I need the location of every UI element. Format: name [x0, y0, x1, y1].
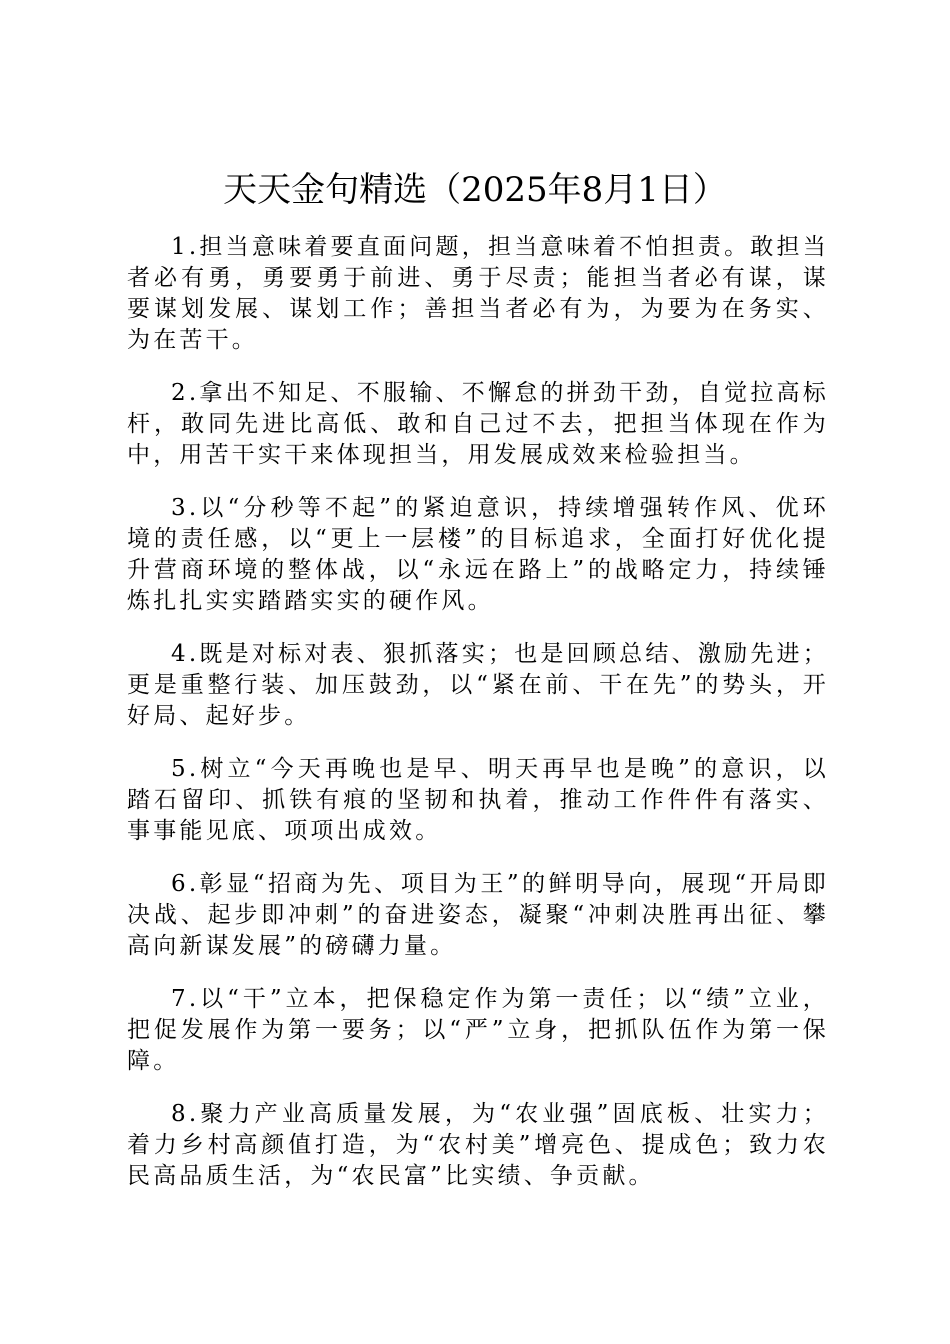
document-title: 天天金句精选（2025年8月1日） — [223, 170, 727, 210]
paragraph-6: 6.彰显“招商为先、项目为王”的鲜明导向，展现“开局即决战、起步即冲刺”的奋进姿态，凝聚“冲刺决胜再出征、攀高向新谋发展”的磅礴力量。 — [127, 871, 829, 959]
paragraph-7: 7.以“干”立本，把保稳定作为第一责任；以“绩”立业，把促发展作为第一要务；以“严”立身，把抓队伍作为第一保障。 — [127, 986, 829, 1074]
paragraph-8: 8.聚力产业高质量发展，为“农业强”固底板、壮实力；着力乡村高颜值打造，为“农村美”增亮色、提成色；致力农民高品质生活，为“农民富”比实绩、争贡献。 — [127, 1101, 829, 1189]
paragraph-3: 3.以“分秒等不起”的紧迫意识，持续增强转作风、优环境的责任感，以“更上一层楼”的目标追求，全面打好优化提升营商环境的整体战，以“永远在路上”的战略定力，持续锤炼扎扎实实踏踏实实的硬作风。 — [127, 495, 829, 614]
paragraph-1: 1.担当意味着要直面问题，担当意味着不怕担责。敢担当者必有勇，勇要勇于前进、勇于尽责；能担当者必有谋，谋要谋划发展、谋划工作；善担当者必有为，为要为在务实、为在苦干。 — [127, 234, 829, 353]
paragraph-5: 5.树立“今天再晚也是早、明天再早也是晚”的意识，以踏石留印、抓铁有痕的坚韧和执着，推动工作件件有落实、事事能见底、项项出成效。 — [127, 756, 829, 844]
paragraph-2: 2.拿出不知足、不服输、不懈怠的拼劲干劲，自觉拉高标杆，敢同先进比高低、敢和自己过不去，把担当体现在作为中，用苦干实干来体现担当，用发展成效来检验担当。 — [127, 380, 829, 468]
paragraph-4: 4.既是对标对表、狠抓落实；也是回顾总结、激励先进；更是重整行装、加压鼓劲，以“紧在前、干在先”的势头，开好局、起好步。 — [127, 641, 829, 729]
document-body — [127, 232, 829, 1214]
